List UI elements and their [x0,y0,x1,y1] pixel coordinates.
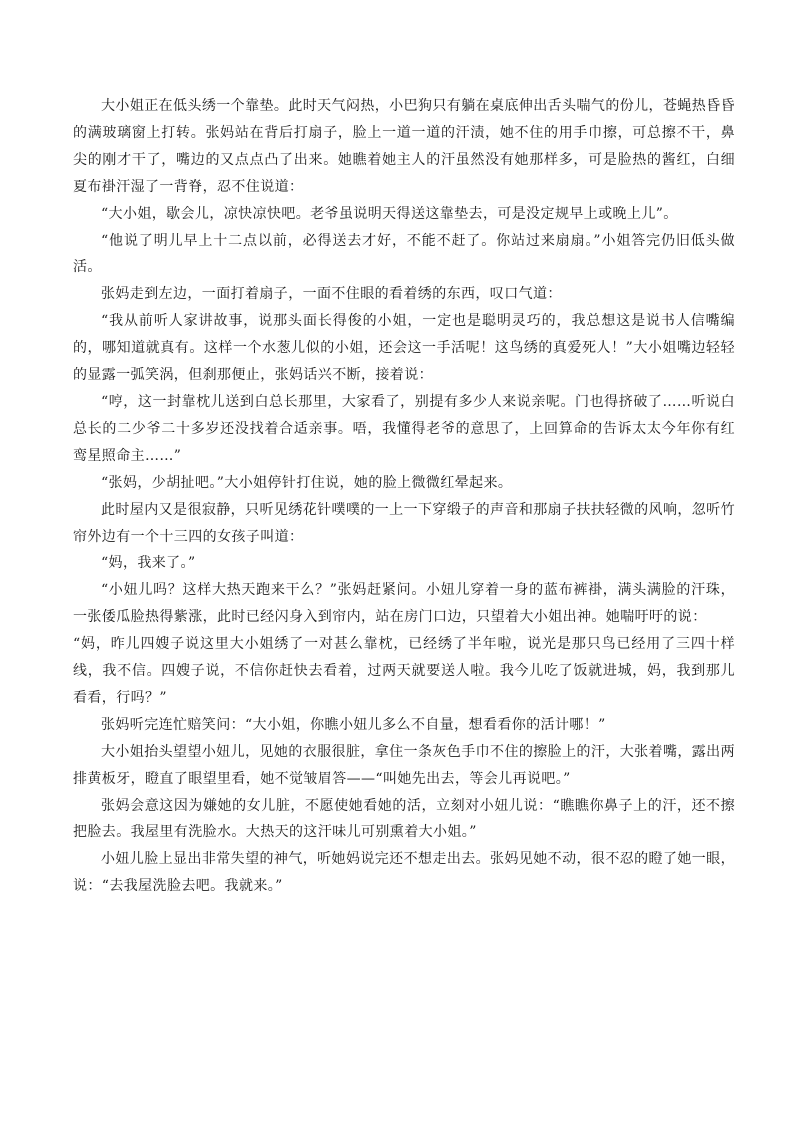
paragraph: 张妈走到左边，一面打着扇子，一面不住眼的看着绣的东西，叹口气道： [101,286,562,303]
paragraph-continuation: “妈，昨儿四嫂子说这里大小姐绣了一对甚么靠枕，已经绣了半年啦，说光是那只鸟已经用了三四十样线，我不信。四嫂子说，不信你赶快去看着，过两天就要送人啦。我今儿吃了饭就进城，妈，我到那儿看看，行吗？” [73,636,735,706]
paragraph: 大小姐正在低头绣一个靠垫。此时天气闷热，小巴狗只有躺在桌底伸出舌头喘气的份儿，苍蝇热昏昏的满玻璃窗上打转。张妈站在背后打扇子，脸上一道一道的汗渍，她不住的用手巾擦，可总擦不干，鼻尖的刚才干了，嘴边的又点点凸了出来。她瞧着她主人的汗虽然没有她那样多，可是脸热的酱红，白细夏布褂汗湿了一背脊，忍不住说道： [73,98,735,195]
paragraph: 张妈听完连忙赔笑问：“大小姐，你瞧小妞儿多么不自量，想看看你的活计哪！” [101,716,606,733]
paragraph: “我从前听人家讲故事，说那头面长得俊的小姐，一定也是聪明灵巧的，我总想这是说书人信嘴编的，哪知道就真有。这样一个水葱儿似的小姐，还会这一手活呢！这鸟绣的真爱死人！”大小姐嘴边轻轻的显露一弧笑涡，但刹那便止，张妈话兴不断，接着说： [73,313,735,384]
paragraph: “大小姐，歇会儿，凉快凉快吧。老爷虽说明天得送这靠垫去，可是没定规早上或晚上儿”。 [101,205,678,222]
paragraph: “张妈，少胡扯吧。”大小姐停针打住说，她的脸上微微红晕起来。 [101,474,513,491]
paragraph: 张妈会意这因为嫌她的女儿脏，不愿使她看她的活，立刻对小妞儿说：“瞧瞧你鼻子上的汗，还不擦把脸去。我屋里有洗脸水。大热天的这汗味儿可别熏着大小姐。” [73,797,735,841]
paragraph: 小妞儿脸上显出非常失望的神气，听她妈说完还不想走出去。张妈见她不动，很不忍的瞪了她一眼，说：“去我屋洗脸去吧。我就来。” [73,851,735,895]
paragraph: “小妞儿吗？这样大热天跑来干么？”张妈赶紧问。小妞儿穿着一身的蓝布裤褂，满头满脸的汗珠，一张倭瓜脸热得紫涨，此时已经闪身入到帘内，站在房门口边，只望着大小姐出神。她喘吁吁的说： [73,582,735,626]
paragraph: “哼，这一封靠枕儿送到白总长那里，大家看了，别提有多少人来说亲呢。门也得挤破了……听说白总长的二少爷二十多岁还没找着合适亲事。唔，我懂得老爷的意思了，上回算命的告诉太太今年你有红鸾星照命主……” [73,393,735,464]
paragraph: “他说了明儿早上十二点以前，必得送去才好，不能不赶了。你站过来扇扇。”小姐答完仍旧低头做活。 [73,232,735,276]
paragraph: 大小姐抬头望望小妞儿，见她的衣服很脏，拿住一条灰色手巾不住的擦脸上的汗，大张着嘴，露出两排黄板牙，瞪直了眼望里看，她不觉皱眉答——“叫她先出去，等会儿再说吧。” [73,743,735,787]
story-text [73,93,735,900]
paragraph: “妈，我来了。” [101,555,196,572]
paragraph: 此时屋内又是很寂静，只听见绣花针噗噗的一上一下穿缎子的声音和那扇子扶扶轻微的风响，忽听竹帘外边有一个十三四的女孩子叫道： [73,501,735,545]
